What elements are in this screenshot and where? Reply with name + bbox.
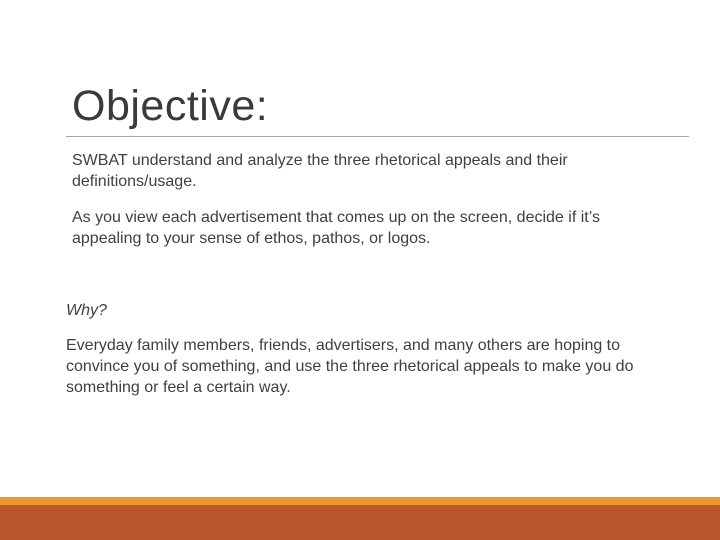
footer-accent-stripe [0,497,720,505]
objective-paragraph: SWBAT understand and analyze the three rhetorical appeals and their definitions/usage. [72,152,568,190]
explanation-paragraph: Everyday family members, friends, advertisers, and many others are hoping to convince you of something, and use the three rhetorical appeals to make you do something or feel a certain way. [66,337,634,396]
why-heading: Why? [66,302,107,319]
footer-band [0,505,720,540]
title-divider [66,136,689,137]
slide-title: Objective: [72,82,269,130]
instruction-paragraph: As you view each advertisement that comes up on the screen, decide if it’s appealing to your sense of ethos, pathos, or logos. [72,209,600,247]
